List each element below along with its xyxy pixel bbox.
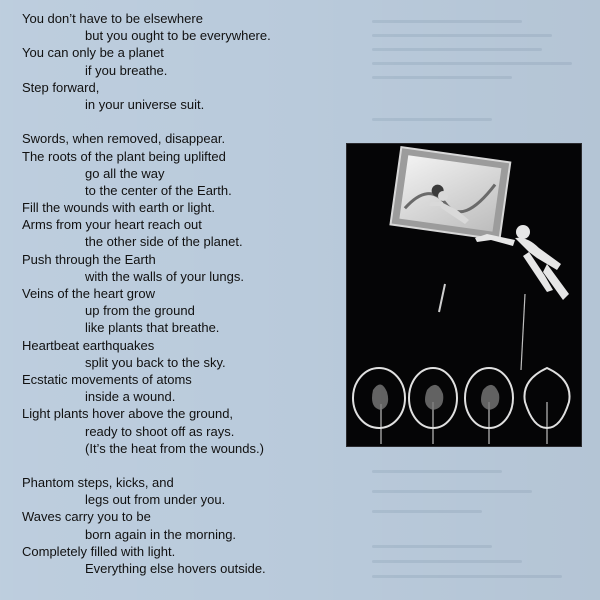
poem-line: split you back to the sky. [85, 354, 226, 370]
poem-line: Light plants hover above the ground, [22, 406, 234, 422]
stanza [22, 474, 342, 577]
poem-line: like plants that breathe. [85, 320, 220, 336]
stanza [22, 130, 342, 457]
stanza [22, 10, 342, 113]
framed-screen [390, 147, 510, 240]
poem-line: Waves carry you to be [22, 509, 151, 525]
poem-line: in your universe suit. [85, 96, 205, 112]
poem-line: if you breathe. [85, 62, 168, 78]
poem-line: the other side of the planet. [85, 234, 243, 250]
poem-line: (It’s the heat from the wounds.) [85, 440, 264, 456]
poem-line: Phantom steps, kicks, and [22, 475, 174, 491]
poem-line: up from the ground [85, 303, 195, 319]
poem-line: inside a wound. [85, 389, 176, 405]
poem-line: Everything else hovers outside. [85, 561, 266, 576]
poem-line: The roots of the plant being uplifted [22, 148, 226, 164]
poem-line: Ecstatic movements of atoms [22, 371, 192, 387]
stanza-break [22, 457, 342, 474]
poem-line: Push through the Earth [22, 251, 156, 267]
poem-line: Arms from your heart reach out [22, 217, 202, 233]
poem-line: born again in the morning. [85, 526, 237, 542]
poem-text [22, 10, 342, 577]
photo-illustration [347, 144, 581, 446]
poem-line: but you ought to be everywhere. [85, 28, 271, 44]
performance-photograph [347, 144, 581, 446]
poem-line: Completely filled with light. [22, 543, 176, 559]
poem-line: Heartbeat earthquakes [22, 337, 155, 353]
poem-line: You don’t have to be elsewhere [22, 11, 203, 26]
poem-line: Swords, when removed, disappear. [22, 131, 226, 147]
poem-line: with the walls of your lungs. [85, 268, 244, 284]
poem-line: You can only be a planet [22, 45, 164, 61]
poem-line: Step forward, [22, 79, 100, 95]
poem-line: go all the way [85, 165, 165, 181]
poem-line: to the center of the Earth. [85, 182, 232, 198]
poem-line: ready to shoot off as rays. [85, 423, 235, 439]
poem-line: legs out from under you. [85, 492, 226, 508]
stanza-break [22, 113, 342, 130]
poem-line: Veins of the heart grow [22, 286, 155, 301]
poem-line: Fill the wounds with earth or light. [22, 200, 215, 216]
